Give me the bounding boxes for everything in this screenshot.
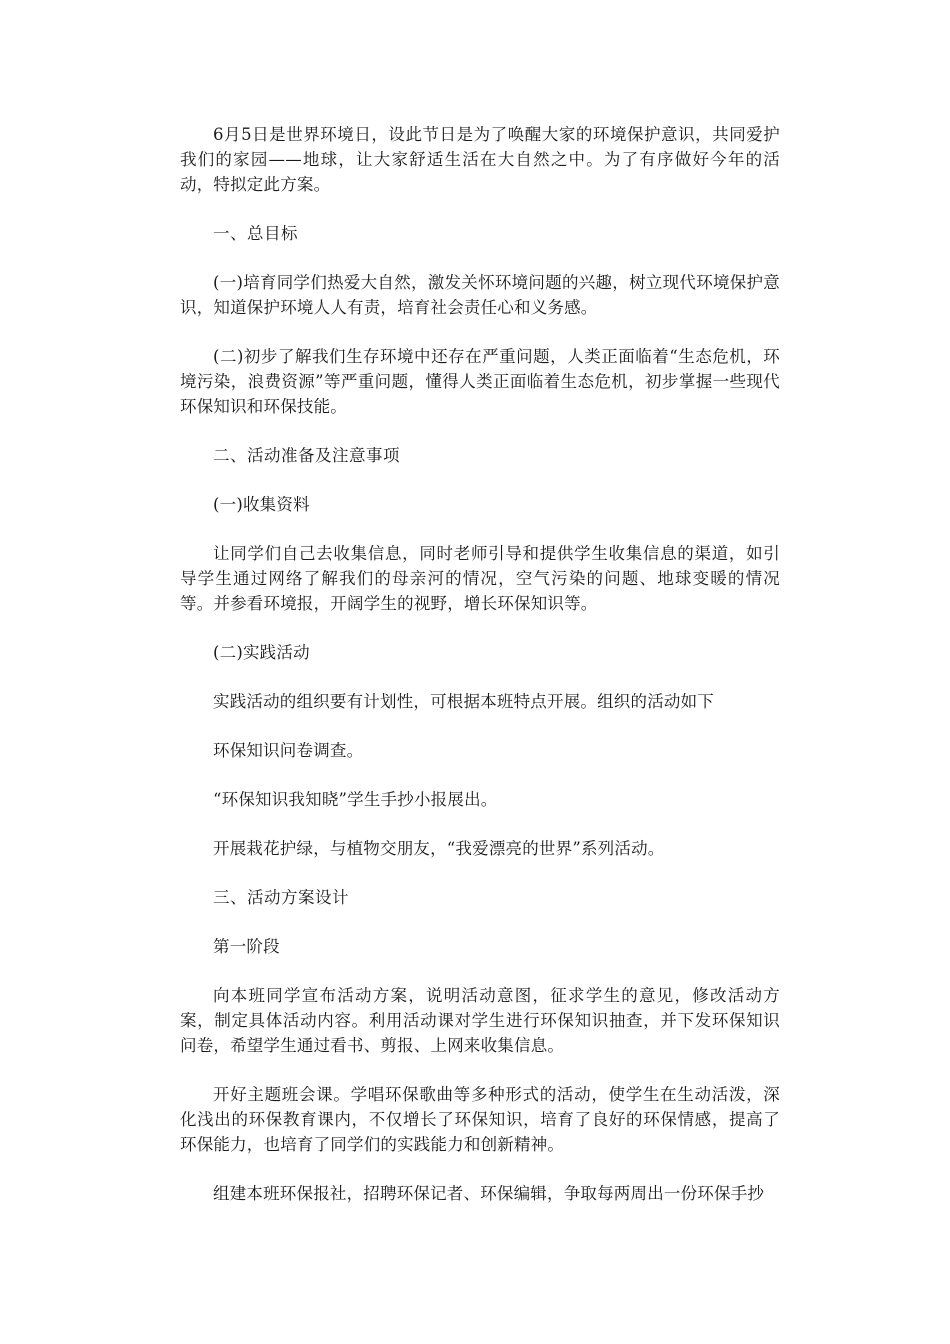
document-page: [180, 122, 780, 1230]
subheading-collect-materials: (一)收集资料: [213, 495, 310, 514]
activity-list-item: 开展栽花护绿，与植物交朋友，“我爱漂亮的世界”系列活动。: [213, 839, 665, 858]
goal-item-1: (一)培育同学们热爱大自然，激发关怀环境问题的兴趣，树立现代环境保护意识，知道保护环境人人有责，培育社会责任心和义务感。: [180, 273, 780, 317]
subheading-phase-one: 第一阶段: [213, 937, 280, 956]
collect-materials-paragraph: 让同学们自己去收集信息，同时老师引导和提供学生收集信息的渠道，如引导学生通过网络了解我们的母亲河的情况，空气污染的问题、地球变暖的情况等。并参看环境报，开阔学生的视野，增长环保知识等。: [180, 544, 780, 613]
activity-list-item: 环保知识问卷调查。: [213, 741, 364, 760]
phase-one-paragraph: 向本班同学宣布活动方案，说明活动意图，征求学生的意见，修改活动方案，制定具体活动内容。利用活动课对学生进行环保知识抽查，并下发环保知识问卷，希望学生通过看书、剪报、上网来收集信息。: [180, 986, 780, 1055]
subheading-practice-activities: (二)实践活动: [213, 643, 310, 662]
practice-activities-paragraph: 实践活动的组织要有计划性，可根据本班特点开展。组织的活动如下: [213, 692, 714, 711]
section-heading-overall-goal: 一、总目标: [213, 224, 298, 243]
section-heading-preparation: 二、活动准备及注意事项: [213, 446, 400, 465]
class-meeting-paragraph: 开好主题班会课。学唱环保歌曲等多种形式的活动，使学生在生动活泼，深化浅出的环保教育课内，不仅增长了环保知识，培育了良好的环保情感，提高了环保能力，也培育了同学们的实践能力和创新精神。: [180, 1085, 780, 1154]
intro-paragraph: 6月5日是世界环境日，设此节日是为了唤醒大家的环境保护意识，共同爱护我们的家园——地球，让大家舒适生活在大自然之中。为了有序做好今年的活动，特拟定此方案。: [180, 125, 780, 194]
section-heading-plan-design: 三、活动方案设计: [213, 888, 349, 907]
goal-item-2: (二)初步了解我们生存环境中还存在严重问题，人类正面临着“生态危机，环境污染，浪费资源”等严重问题，懂得人类正面临着生态危机，初步掌握一些现代环保知识和环保技能。: [180, 347, 780, 416]
newspaper-club-paragraph: 组建本班环保报社，招聘环保记者、环保编辑，争取每两周出一份环保手抄: [213, 1184, 765, 1203]
activity-list-item: “环保知识我知晓”学生手抄小报展出。: [213, 790, 498, 809]
